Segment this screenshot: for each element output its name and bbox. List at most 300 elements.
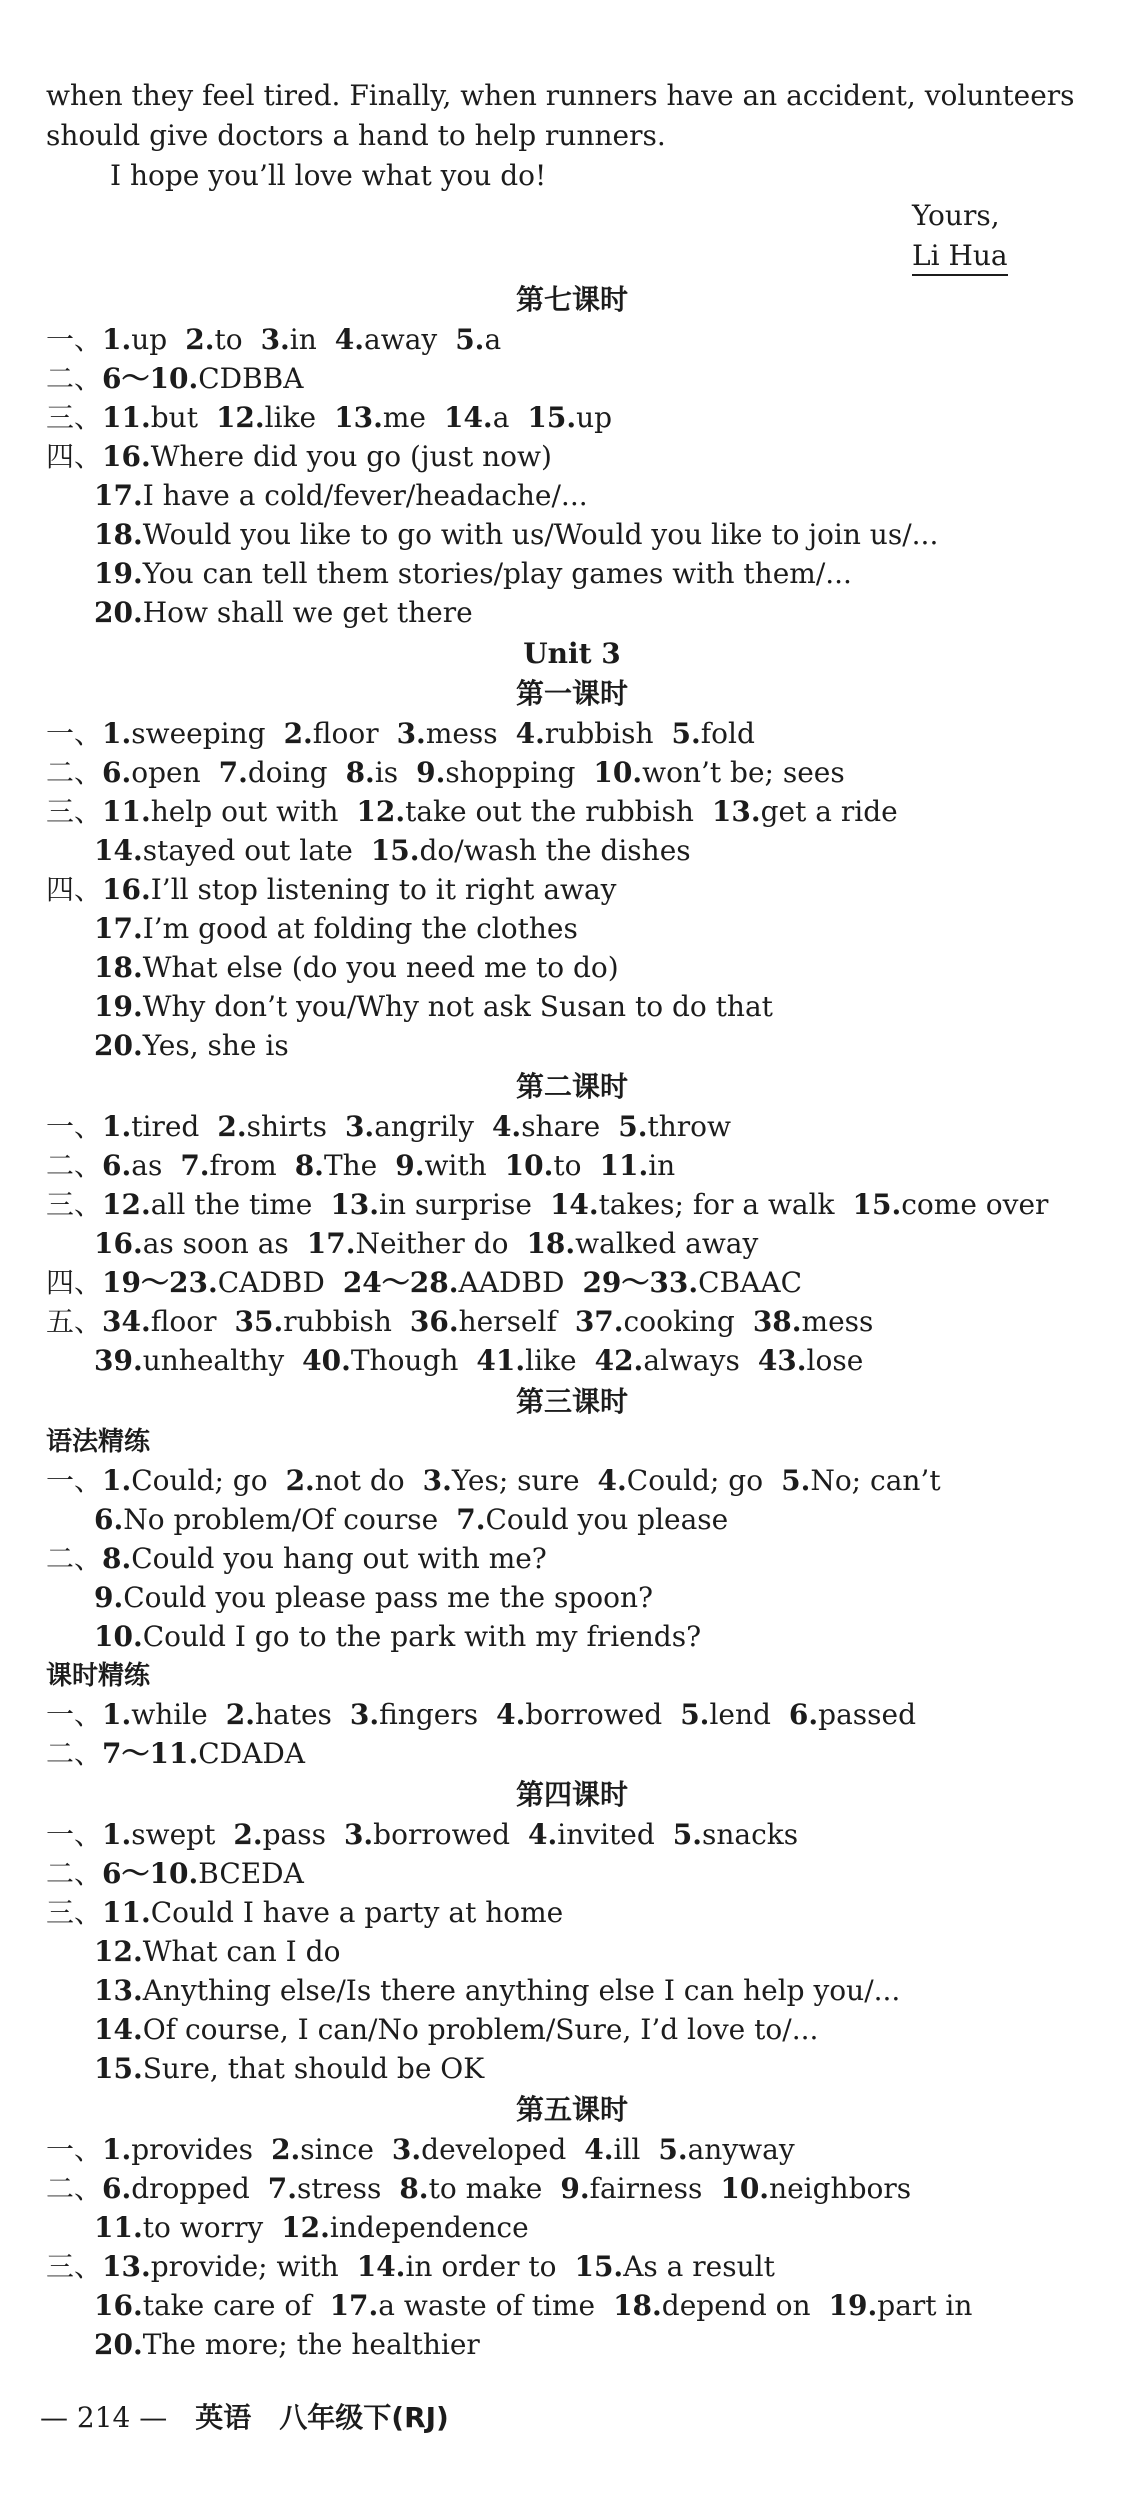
answer-text: shirts bbox=[246, 1110, 327, 1143]
part-label: 一、 bbox=[46, 323, 103, 356]
question-number: 19. bbox=[94, 557, 143, 590]
answer-text: do/wash the dishes bbox=[419, 834, 691, 867]
answer-row bbox=[0, 1895, 1144, 1931]
answer-text: since bbox=[300, 2133, 374, 2166]
answer-row bbox=[0, 2210, 1144, 2246]
answer-text: passed bbox=[818, 1698, 917, 1731]
part-label: 一、 bbox=[46, 1110, 103, 1143]
answer-text: floor bbox=[150, 1305, 217, 1338]
answer-text: Could you please bbox=[485, 1503, 729, 1536]
answer-text: Would you like to go with us/Would you like to join us/... bbox=[142, 518, 939, 551]
question-number: 4. bbox=[515, 717, 545, 750]
answer-row bbox=[0, 1343, 1144, 1379]
answer-text: developed bbox=[421, 2133, 567, 2166]
answer-text: I have a cold/fever/headache/... bbox=[142, 479, 588, 512]
answer-text: fold bbox=[700, 717, 755, 750]
question-number: 6～10. bbox=[102, 1857, 199, 1890]
part-label: 二、 bbox=[46, 1149, 103, 1182]
answer-row bbox=[0, 911, 1144, 947]
answer-text: while bbox=[131, 1698, 208, 1731]
question-number: 6. bbox=[94, 1503, 124, 1536]
answer-row bbox=[0, 1226, 1144, 1262]
answer-text: Could you please pass me the spoon? bbox=[123, 1581, 654, 1614]
question-number: 14. bbox=[356, 2250, 406, 2283]
question-number: 2. bbox=[217, 1110, 247, 1143]
answer-row bbox=[0, 1502, 1144, 1538]
answer-text: up bbox=[131, 323, 168, 356]
question-number: 3. bbox=[391, 2133, 422, 2166]
answer-row bbox=[0, 1187, 1144, 1223]
question-number: 4. bbox=[496, 1698, 526, 1731]
answer-text: The bbox=[323, 1149, 378, 1182]
question-number: 19. bbox=[94, 990, 143, 1023]
part-label: 四、 bbox=[46, 1266, 103, 1299]
letter-closing: Yours, bbox=[912, 199, 1000, 232]
answer-row bbox=[0, 1580, 1144, 1616]
question-number: 5. bbox=[671, 717, 701, 750]
answer-text: ill bbox=[613, 2133, 641, 2166]
question-number: 1. bbox=[102, 2133, 132, 2166]
question-number: 5. bbox=[680, 1698, 710, 1731]
answer-text: tired bbox=[131, 1110, 200, 1143]
question-number: 7～11. bbox=[102, 1737, 199, 1770]
answer-text: up bbox=[576, 401, 613, 434]
part-label: 一、 bbox=[46, 1698, 103, 1731]
answer-text: throw bbox=[647, 1110, 731, 1143]
question-number: 9. bbox=[560, 2172, 590, 2205]
answer-text: share bbox=[521, 1110, 601, 1143]
answer-text: in bbox=[648, 1149, 676, 1182]
question-number: 4. bbox=[491, 1110, 522, 1143]
answer-text: Though bbox=[350, 1344, 459, 1377]
unit-title: Unit 3 bbox=[523, 637, 621, 670]
answer-text: a waste of time bbox=[378, 2289, 596, 2322]
answer-text: stress bbox=[297, 2172, 382, 2205]
question-number: 6. bbox=[102, 756, 132, 789]
question-number: 15. bbox=[574, 2250, 624, 2283]
question-number: 14. bbox=[94, 2013, 143, 2046]
question-number: 3. bbox=[349, 1698, 380, 1731]
question-number: 24～28. bbox=[342, 1266, 459, 1299]
question-number: 2. bbox=[285, 1464, 315, 1497]
question-number: 8. bbox=[294, 1149, 324, 1182]
answer-text: provides bbox=[131, 2133, 254, 2166]
section-title: 第一课时 bbox=[515, 677, 628, 710]
subject-label: 英语 bbox=[195, 2401, 252, 2434]
answer-text: Why don’t you/Why not ask Susan to do that bbox=[142, 990, 773, 1023]
question-number: 35. bbox=[234, 1305, 284, 1338]
answer-text: fingers bbox=[379, 1698, 479, 1731]
question-number: 15. bbox=[527, 401, 577, 434]
question-number: 10. bbox=[593, 756, 643, 789]
answer-row bbox=[0, 1856, 1144, 1892]
question-number: 8. bbox=[399, 2172, 429, 2205]
question-number: 20. bbox=[94, 596, 143, 629]
question-number: 14. bbox=[94, 834, 143, 867]
question-number: 1. bbox=[102, 1698, 132, 1731]
answer-text: How shall we get there bbox=[142, 596, 473, 629]
answer-text: hates bbox=[254, 1698, 332, 1731]
question-number: 43. bbox=[757, 1344, 807, 1377]
part-label: 四、 bbox=[46, 873, 103, 906]
question-number: 14. bbox=[443, 401, 493, 434]
question-number: 8. bbox=[102, 1542, 132, 1575]
part-label: 三、 bbox=[46, 401, 103, 434]
question-number: 18. bbox=[613, 2289, 662, 2322]
answer-text: I’m good at folding the clothes bbox=[142, 912, 578, 945]
answer-row bbox=[0, 2288, 1144, 2324]
question-number: 19. bbox=[828, 2289, 878, 2322]
question-number: 5. bbox=[455, 323, 485, 356]
question-number: 17. bbox=[94, 479, 143, 512]
answer-text: Sure, that should be OK bbox=[142, 2052, 485, 2085]
answer-row bbox=[0, 556, 1144, 592]
answer-text: independence bbox=[329, 2211, 529, 2244]
answer-text: a bbox=[484, 323, 502, 356]
answer-text: with bbox=[424, 1149, 487, 1182]
question-number: 14. bbox=[549, 1188, 599, 1221]
part-label: 一、 bbox=[46, 717, 103, 750]
question-number: 3. bbox=[422, 1464, 452, 1497]
section-title: 第五课时 bbox=[515, 2093, 628, 2126]
answer-text: Could I go to the park with my friends? bbox=[142, 1620, 702, 1653]
answer-row bbox=[0, 1619, 1144, 1655]
answer-row bbox=[0, 2249, 1144, 2285]
question-number: 13. bbox=[94, 1974, 143, 2007]
answer-text: snacks bbox=[702, 1818, 799, 1851]
answer-text: rubbish bbox=[283, 1305, 392, 1338]
question-number: 7. bbox=[267, 2172, 297, 2205]
answer-text: like bbox=[525, 1344, 577, 1377]
answer-text: shopping bbox=[445, 756, 576, 789]
question-number: 12. bbox=[281, 2211, 330, 2244]
question-number: 11. bbox=[102, 401, 151, 434]
part-label: 四、 bbox=[46, 440, 103, 473]
question-number: 15. bbox=[370, 834, 420, 867]
answer-text: No problem/Of course bbox=[123, 1503, 439, 1536]
answer-text: Could; go bbox=[131, 1464, 268, 1497]
question-number: 3. bbox=[343, 1818, 374, 1851]
answer-text: Yes, she is bbox=[142, 1029, 289, 1062]
part-label: 一、 bbox=[46, 2133, 103, 2166]
question-number: 29～33. bbox=[582, 1266, 699, 1299]
section-title: 第三课时 bbox=[515, 1385, 628, 1418]
answer-text: invited bbox=[557, 1818, 655, 1851]
question-number: 17. bbox=[329, 2289, 379, 2322]
question-number: 36. bbox=[409, 1305, 459, 1338]
answer-text: Could I have a party at home bbox=[150, 1896, 564, 1929]
question-number: 16. bbox=[102, 873, 151, 906]
answer-text: away bbox=[364, 323, 438, 356]
answer-text: as soon as bbox=[142, 1227, 289, 1260]
question-number: 13. bbox=[711, 795, 761, 828]
answer-row bbox=[0, 400, 1144, 436]
question-number: 18. bbox=[94, 951, 143, 984]
question-number: 2. bbox=[185, 323, 215, 356]
question-number: 4. bbox=[528, 1818, 558, 1851]
question-number: 9. bbox=[416, 756, 446, 789]
question-number: 1. bbox=[102, 323, 132, 356]
answer-text: me bbox=[382, 401, 426, 434]
part-label: 一、 bbox=[46, 1464, 103, 1497]
question-number: 16. bbox=[102, 440, 151, 473]
section-title: 第四课时 bbox=[515, 1778, 628, 1811]
answer-text: open bbox=[131, 756, 201, 789]
question-number: 10. bbox=[504, 1149, 554, 1182]
answer-text: but bbox=[150, 401, 198, 434]
answer-row bbox=[0, 1463, 1144, 1499]
answer-row bbox=[0, 1934, 1144, 1970]
part-label: 二、 bbox=[46, 2172, 103, 2205]
grade-label: 八年级下(RJ) bbox=[279, 2401, 449, 2434]
answer-row bbox=[0, 794, 1144, 830]
answer-text: won’t be; sees bbox=[642, 756, 845, 789]
answer-text: borrowed bbox=[525, 1698, 663, 1731]
question-number: 20. bbox=[94, 2328, 143, 2361]
part-label: 二、 bbox=[46, 1857, 103, 1890]
answer-text: take out the rubbish bbox=[405, 795, 694, 828]
answer-text: stayed out late bbox=[142, 834, 353, 867]
answer-row bbox=[0, 361, 1144, 397]
question-number: 12. bbox=[356, 795, 406, 828]
question-number: 12. bbox=[94, 1935, 143, 1968]
answer-text: Of course, I can/No problem/Sure, I’d love to/... bbox=[142, 2013, 819, 2046]
answer-text: sweeping bbox=[131, 717, 266, 750]
answer-text: doing bbox=[247, 756, 328, 789]
question-number: 3. bbox=[260, 323, 290, 356]
answer-text: is bbox=[374, 756, 399, 789]
answer-text: swept bbox=[131, 1818, 216, 1851]
answer-text: CBAAC bbox=[698, 1266, 802, 1299]
part-label: 二、 bbox=[46, 1737, 103, 1770]
question-number: 18. bbox=[94, 518, 143, 551]
answer-text: rubbish bbox=[544, 717, 654, 750]
answer-text: dropped bbox=[131, 2172, 250, 2205]
letter-line: should give doctors a hand to help runners. bbox=[46, 119, 666, 152]
answer-text: lose bbox=[806, 1344, 864, 1377]
part-label: 三、 bbox=[46, 1896, 103, 1929]
answer-text: depend on bbox=[661, 2289, 811, 2322]
answer-text: BCEDA bbox=[198, 1857, 304, 1890]
question-number: 37. bbox=[574, 1305, 624, 1338]
subsection-title: 语法精练 bbox=[46, 1427, 151, 1457]
answer-text: AADBD bbox=[458, 1266, 565, 1299]
question-number: 17. bbox=[94, 912, 143, 945]
answer-text: pass bbox=[262, 1818, 326, 1851]
answer-row bbox=[0, 1973, 1144, 2009]
question-number: 16. bbox=[94, 2289, 143, 2322]
answer-text: to make bbox=[428, 2172, 543, 2205]
answer-text: anyway bbox=[687, 2133, 795, 2166]
part-label: 二、 bbox=[46, 362, 103, 395]
answer-text: mess bbox=[425, 717, 498, 750]
answer-text: You can tell them stories/play games with them/... bbox=[142, 557, 852, 590]
answer-row bbox=[0, 833, 1144, 869]
answer-row bbox=[0, 1304, 1144, 1340]
answer-row bbox=[0, 439, 1144, 475]
subsection-title: 课时精练 bbox=[46, 1661, 151, 1691]
question-number: 20. bbox=[94, 1029, 143, 1062]
answer-text: in bbox=[289, 323, 317, 356]
answer-text: cooking bbox=[623, 1305, 735, 1338]
answer-row bbox=[0, 1697, 1144, 1733]
page-footer bbox=[0, 2400, 1144, 2436]
answer-text: get a ride bbox=[760, 795, 898, 828]
question-number: 13. bbox=[334, 401, 383, 434]
answer-text: always bbox=[643, 1344, 740, 1377]
question-number: 42. bbox=[594, 1344, 644, 1377]
answer-text: As a result bbox=[623, 2250, 775, 2283]
question-number: 3. bbox=[344, 1110, 375, 1143]
question-number: 4. bbox=[584, 2133, 614, 2166]
question-number: 9. bbox=[94, 1581, 124, 1614]
answer-row bbox=[0, 989, 1144, 1025]
answer-row bbox=[0, 517, 1144, 553]
question-number: 1. bbox=[102, 1464, 132, 1497]
question-number: 11. bbox=[94, 2211, 143, 2244]
section-title: 第七课时 bbox=[515, 283, 628, 316]
answer-text: to bbox=[214, 323, 243, 356]
question-number: 5. bbox=[658, 2133, 688, 2166]
part-label: 二、 bbox=[46, 756, 103, 789]
question-number: 3. bbox=[396, 717, 426, 750]
answer-row bbox=[0, 1148, 1144, 1184]
question-number: 34. bbox=[102, 1305, 151, 1338]
answer-text: take care of bbox=[142, 2289, 312, 2322]
question-number: 5. bbox=[618, 1110, 648, 1143]
part-label: 二、 bbox=[46, 1542, 103, 1575]
question-number: 15. bbox=[852, 1188, 902, 1221]
answer-text: herself bbox=[458, 1305, 557, 1338]
answer-text: CADBD bbox=[217, 1266, 325, 1299]
answer-text: lend bbox=[709, 1698, 771, 1731]
question-number: 40. bbox=[302, 1344, 351, 1377]
answer-text: No; can’t bbox=[810, 1464, 941, 1497]
answer-text: unhealthy bbox=[142, 1344, 285, 1377]
part-label: 三、 bbox=[46, 1188, 103, 1221]
question-number: 2. bbox=[283, 717, 313, 750]
question-number: 5. bbox=[781, 1464, 811, 1497]
answer-text: to worry bbox=[142, 2211, 264, 2244]
answer-text: help out with bbox=[150, 795, 339, 828]
question-number: 11. bbox=[599, 1149, 649, 1182]
answer-text: a bbox=[492, 401, 510, 434]
page-number: — 214 — bbox=[40, 2401, 168, 2434]
question-number: 9. bbox=[395, 1149, 425, 1182]
answer-text: Neither do bbox=[355, 1227, 509, 1260]
answer-text: Yes; sure bbox=[451, 1464, 580, 1497]
answer-row bbox=[0, 595, 1144, 631]
answer-text: come over bbox=[901, 1188, 1049, 1221]
answer-text: Could you hang out with me? bbox=[131, 1542, 547, 1575]
answer-text: floor bbox=[312, 717, 379, 750]
question-number: 18. bbox=[526, 1227, 576, 1260]
question-number: 12. bbox=[215, 401, 265, 434]
question-number: 11. bbox=[102, 1896, 151, 1929]
answer-row bbox=[0, 1541, 1144, 1577]
answer-row bbox=[0, 2132, 1144, 2168]
answer-row bbox=[0, 716, 1144, 752]
answer-text: in order to bbox=[405, 2250, 557, 2283]
question-number: 10. bbox=[720, 2172, 770, 2205]
question-number: 16. bbox=[94, 1227, 143, 1260]
answer-text: all the time bbox=[150, 1188, 313, 1221]
answer-text: Could; go bbox=[626, 1464, 764, 1497]
answer-row bbox=[0, 755, 1144, 791]
question-number: 6. bbox=[102, 2172, 132, 2205]
question-number: 12. bbox=[102, 1188, 151, 1221]
answer-row bbox=[0, 1028, 1144, 1064]
answer-text: Where did you go (just now) bbox=[150, 440, 552, 473]
section-title: 第二课时 bbox=[515, 1070, 628, 1103]
answer-text: mess bbox=[801, 1305, 874, 1338]
answer-text: part in bbox=[877, 2289, 973, 2322]
answer-text: I’ll stop listening to it right away bbox=[150, 873, 617, 906]
answer-row bbox=[0, 2012, 1144, 2048]
answer-text: angrily bbox=[374, 1110, 474, 1143]
question-number: 2. bbox=[233, 1818, 263, 1851]
answer-text: to bbox=[553, 1149, 582, 1182]
question-number: 2. bbox=[225, 1698, 255, 1731]
question-number: 39. bbox=[94, 1344, 143, 1377]
question-number: 17. bbox=[306, 1227, 356, 1260]
question-number: 1. bbox=[102, 1110, 132, 1143]
answer-text: not do bbox=[314, 1464, 405, 1497]
answer-text: CDBBA bbox=[198, 362, 304, 395]
answer-text: What can I do bbox=[142, 1935, 341, 1968]
answer-row bbox=[0, 322, 1144, 358]
part-label: 五、 bbox=[46, 1305, 103, 1338]
answer-row bbox=[0, 1109, 1144, 1145]
answer-text: CDADA bbox=[198, 1737, 305, 1770]
answer-text: provide; with bbox=[150, 2250, 339, 2283]
letter-line: I hope you’ll love what you do! bbox=[110, 159, 547, 192]
question-number: 41. bbox=[476, 1344, 526, 1377]
question-number: 6～10. bbox=[102, 362, 199, 395]
question-number: 4. bbox=[334, 323, 365, 356]
part-label: 一、 bbox=[46, 1818, 103, 1851]
question-number: 11. bbox=[102, 795, 151, 828]
part-label: 三、 bbox=[46, 795, 103, 828]
answer-text: Anything else/Is there anything else I can help you/... bbox=[142, 1974, 901, 2007]
answer-row bbox=[0, 1736, 1144, 1772]
letter-signature: Li Hua bbox=[912, 239, 1008, 272]
question-number: 38. bbox=[752, 1305, 802, 1338]
answer-row bbox=[0, 2051, 1144, 2087]
answer-row bbox=[0, 872, 1144, 908]
answer-row bbox=[0, 1265, 1144, 1301]
answer-row bbox=[0, 2171, 1144, 2207]
answer-text: in surprise bbox=[379, 1188, 532, 1221]
letter-line: when they feel tired. Finally, when runners have an accident, volunteers bbox=[46, 79, 1075, 112]
answer-text: from bbox=[209, 1149, 277, 1182]
answer-text: like bbox=[264, 401, 317, 434]
answer-text: walked away bbox=[575, 1227, 759, 1260]
question-number: 1. bbox=[102, 1818, 132, 1851]
answer-text: What else (do you need me to do) bbox=[142, 951, 619, 984]
question-number: 13. bbox=[330, 1188, 380, 1221]
question-number: 13. bbox=[102, 2250, 151, 2283]
answer-text: The more; the healthier bbox=[142, 2328, 480, 2361]
question-number: 4. bbox=[597, 1464, 627, 1497]
answer-row bbox=[0, 2327, 1144, 2363]
answer-text: borrowed bbox=[373, 1818, 511, 1851]
question-number: 8. bbox=[345, 756, 375, 789]
question-number: 6. bbox=[788, 1698, 819, 1731]
answer-row bbox=[0, 950, 1144, 986]
answer-text: neighbors bbox=[769, 2172, 912, 2205]
answer-row bbox=[0, 478, 1144, 514]
